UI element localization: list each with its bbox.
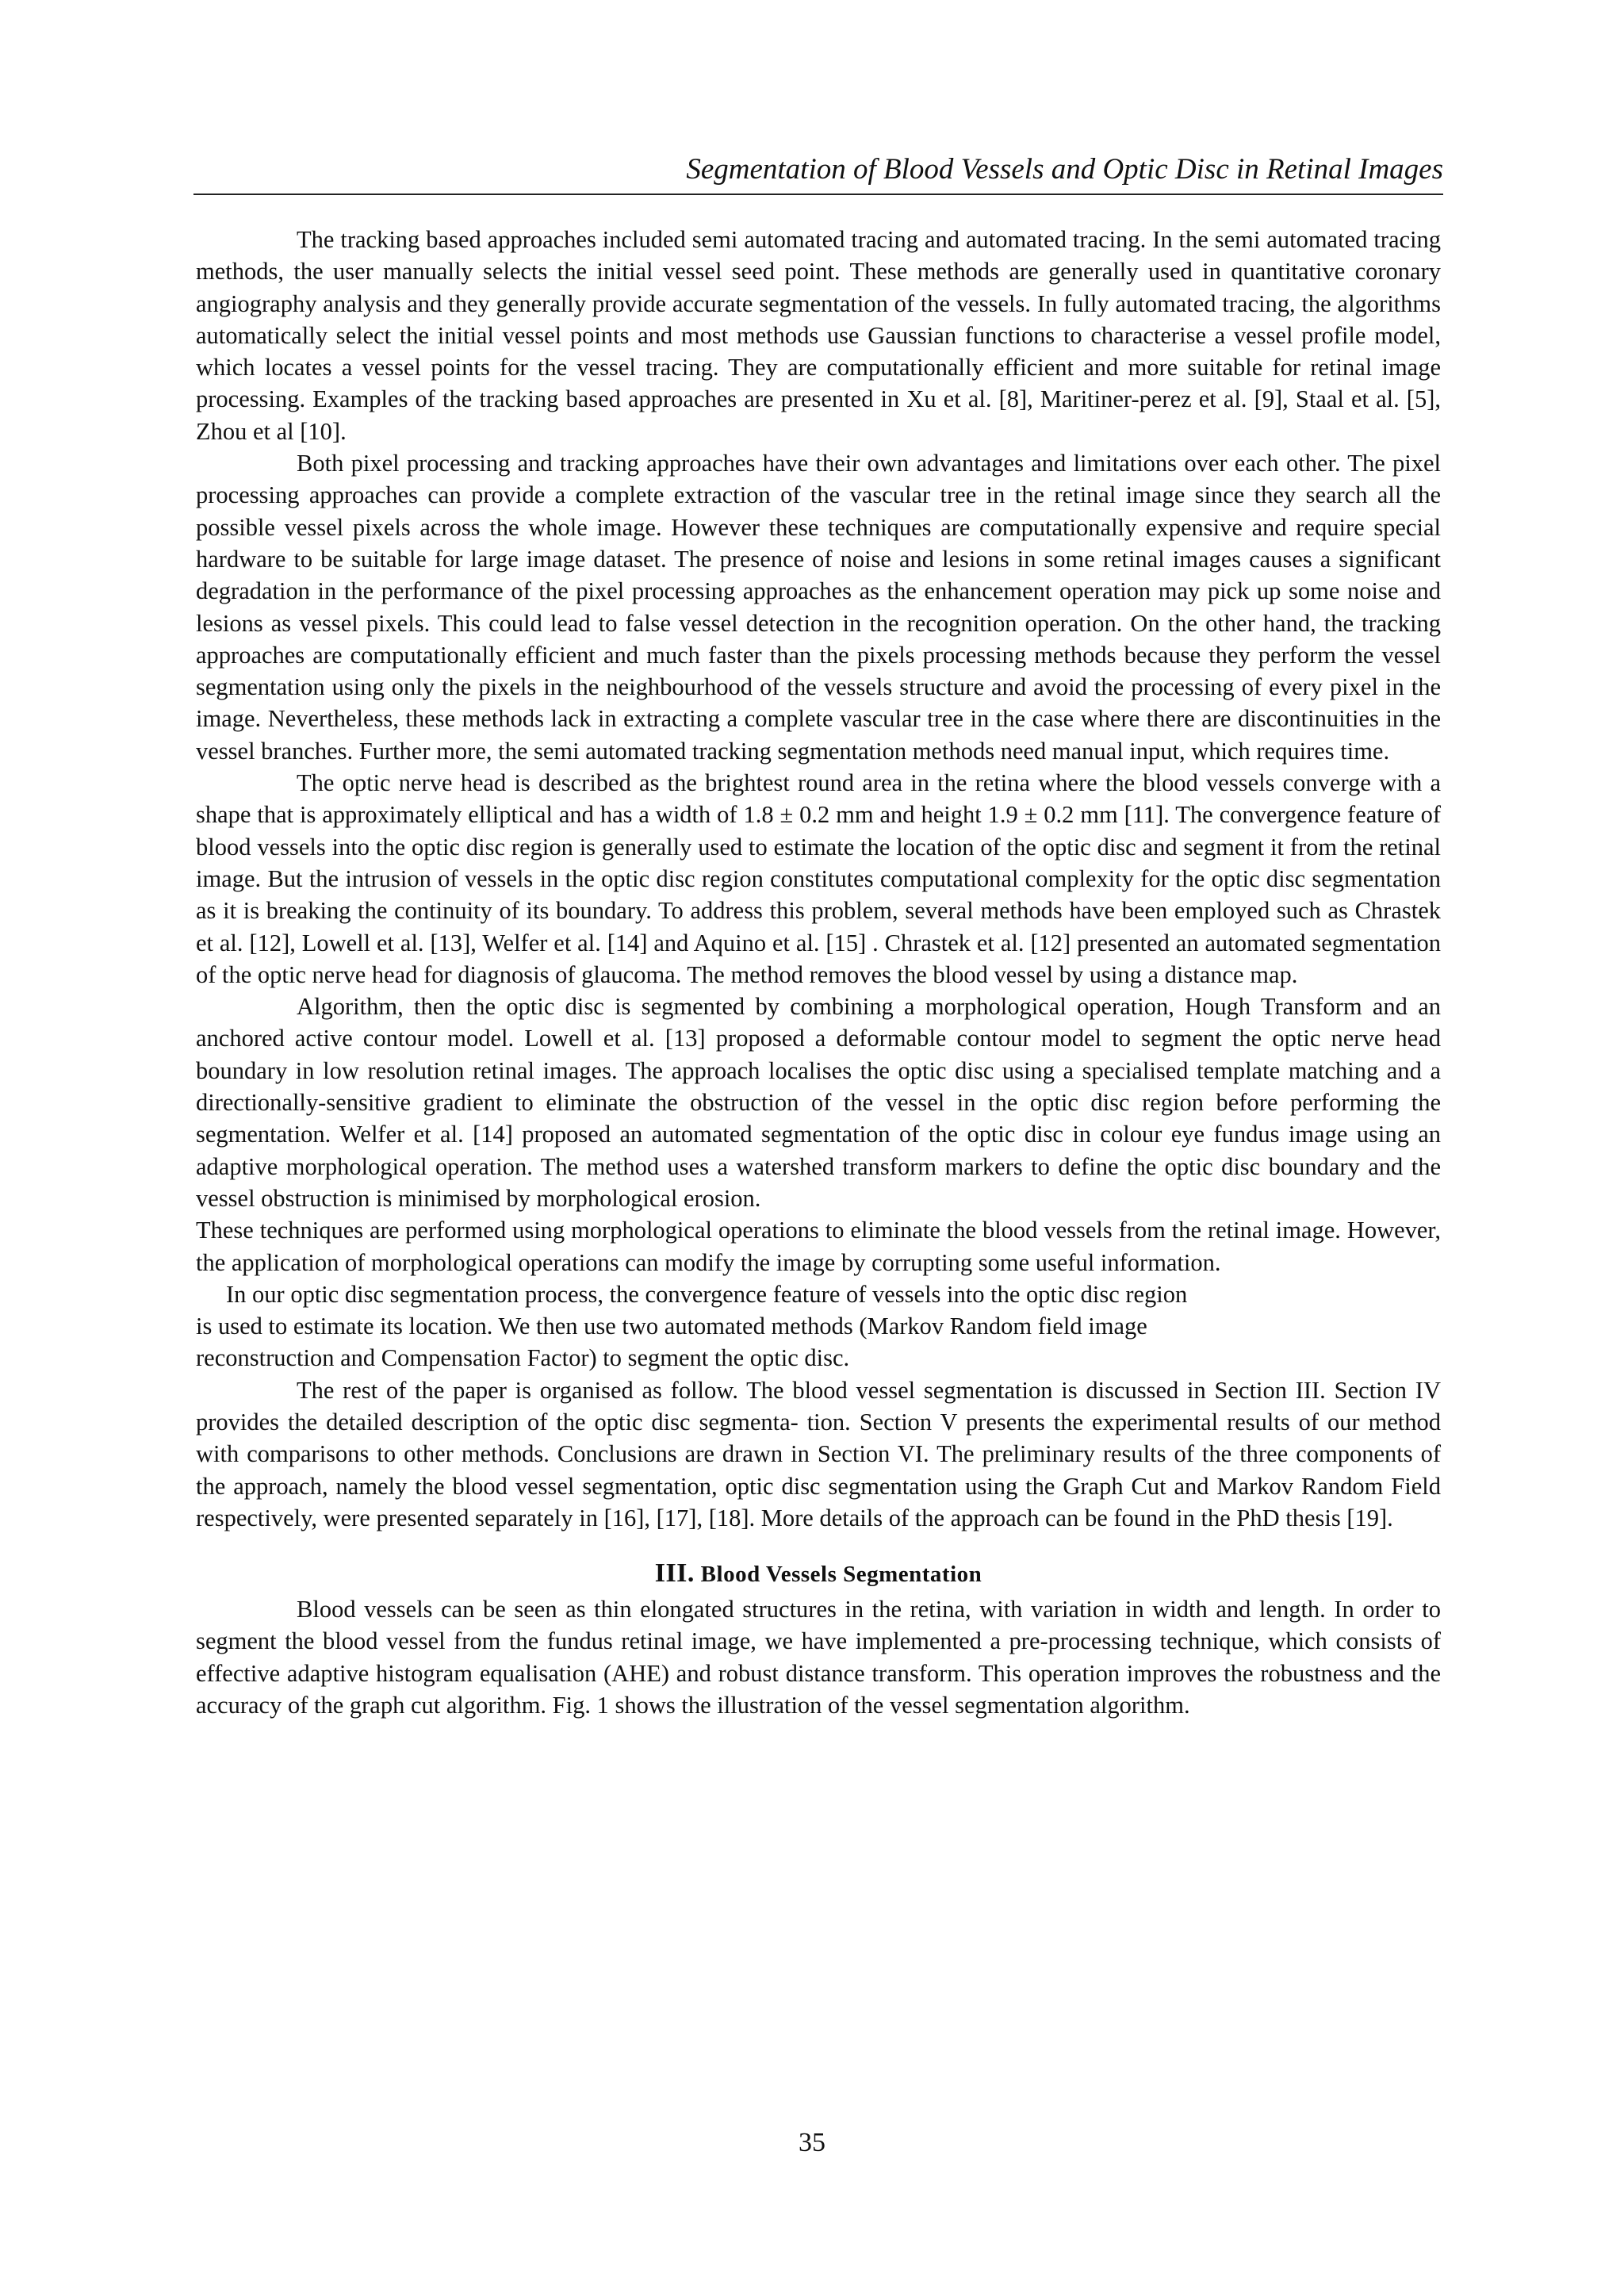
paragraph-blood-vessels-intro: Blood vessels can be seen as thin elongated structures in the retina, with variation in width and length. In order to segment the blood vessel from the fundus retinal image, we have implemented a pre-processing technique, which consists of effective adaptive histogram equalisation (AHE) and robust distance transform. This operation improves the robustness and the accuracy of the graph cut algorithm. Fig. 1 shows the illustration of the vessel segmentation algorithm.: [196, 1596, 1441, 1719]
paragraph-tracking-approaches: The tracking based approaches included semi automated tracing and automated tracing. In the semi automated tracing methods, the user manually selects the initial vessel seed point. These methods are generally used in quantitative coronary angiography analysis and they generally provide accurate segmentation of the vessels. In fully automated tracing, the algorithms automatically select the initial vessel points and most methods use Gaussian functions to characterise a vessel profile model, which locates a vessel points for the vessel tracing. They are computationally efficient and more suitable for retinal image processing. Examples of the tracking based approaches are presented in Xu et al. [8], Maritiner-perez et al. [9], Staal et al. [5], Zhou et al [10].: [196, 226, 1441, 445]
paragraph-our-method-line-2: is used to estimate its location. We then use two automated methods (Markov Random field image: [196, 1313, 1147, 1340]
header-divider: [193, 194, 1443, 195]
section-heading: [196, 1556, 1441, 1592]
body-text: [196, 224, 1441, 1721]
paragraph-optic-disc-methods: Algorithm, then the optic disc is segmented by combining a morphological operation, Hough Transform and an anchored active contour model. Lowell et al. [13] proposed a deformable contour model to segment the optic nerve head boundary in low resolution retinal images. The approach localises the optic disc using a specialised template matching and a directionally-sensitive gradient to eliminate the obstruction of the vessel in the optic disc region before performing the segmentation. Welfer et al. [14] proposed an automated segmentation of the optic disc in colour eye fundus image using an adaptive morphological operation. The method uses a watershed transform markers to define the optic disc boundary and the vessel obstruction is minimised by morphological erosion.: [196, 993, 1441, 1212]
section-number: III.: [654, 1558, 695, 1589]
paragraph-our-method-line-3: reconstruction and Compensation Factor) to segment the optic disc.: [196, 1344, 850, 1372]
paragraph-optic-nerve-head: The optic nerve head is described as the brightest round area in the retina where the blood vessels converge with a shape that is approximately elliptical and has a width of 1.8 ± 0.2 mm and height 1.9 ± 0.2 mm [11]. The convergence feature of blood vessels into the optic disc region is generally used to estimate the location of the optic disc and segment it from the retinal image. But the intrusion of vessels in the optic disc region constitutes computational complexity for the optic disc segmentation as it is breaking the continuity of its boundary. To address this problem, several methods have been employed such as Chrastek et al. [12], Lowell et al. [13], Welfer et al. [14] and Aquino et al. [15] . Chrastek et al. [12] presented an automated segmentation of the optic nerve head for diagnosis of glaucoma. The method removes the blood vessel by using a distance map.: [196, 769, 1441, 988]
section-title: Blood Vessels Segmentation: [700, 1562, 982, 1588]
paragraph-paper-organisation: The rest of the paper is organised as follow. The blood vessel segmentation is discussed in Section III. Section IV provides the detailed description of the optic disc segmenta- tion. Section V presents the experimental results of our method with comparisons to other methods. Conclusions are drawn in Section VI. The preliminary results of the three components of the approach, namely the blood vessel segmentation, optic disc segmentation using the Graph Cut and Markov Random Field respectively, were presented separately in [16], [17], [18]. More details of the approach can be found in the PhD thesis [19].: [196, 1376, 1441, 1531]
page-number: 35: [799, 2128, 825, 2157]
running-header-title: Segmentation of Blood Vessels and Optic Disc in Retinal Images: [686, 153, 1443, 186]
paragraph-pixel-vs-tracking: Both pixel processing and tracking approaches have their own advantages and limitations over each other. The pixel processing approaches can provide a complete extraction of the vascular tree in the retinal image since they search all the possible vessel pixels across the whole image. However these techniques are computationally expensive and require special hardware to be suitable for large image dataset. The presence of noise and lesions in some retinal images causes a significant degradation in the performance of the pixel processing approaches as the enhancement operation may pick up some noise and lesions as vessel pixels. This could lead to false vessel detection in the recognition operation. On the other hand, the tracking approaches are computationally efficient and much faster than the pixels processing methods because they perform the vessel segmentation using only the pixels in the neighbourhood of the vessels structure and avoid the processing of every pixel in the image. Nevertheless, these methods lack in extracting a complete vascular tree in the case where there are discontinuities in the vessel branches. Further more, the semi automated tracking segmentation methods need manual input, which requires time.: [196, 450, 1441, 765]
paragraph-our-method-line-1: In our optic disc segmentation process, the convergence feature of vessels into the optic disc region: [226, 1280, 1188, 1308]
paragraph-morphological-operations: These techniques are performed using morphological operations to eliminate the blood vessels from the retinal image. However, the application of morphological operations can modify the image by corrupting some useful information.: [196, 1217, 1441, 1276]
